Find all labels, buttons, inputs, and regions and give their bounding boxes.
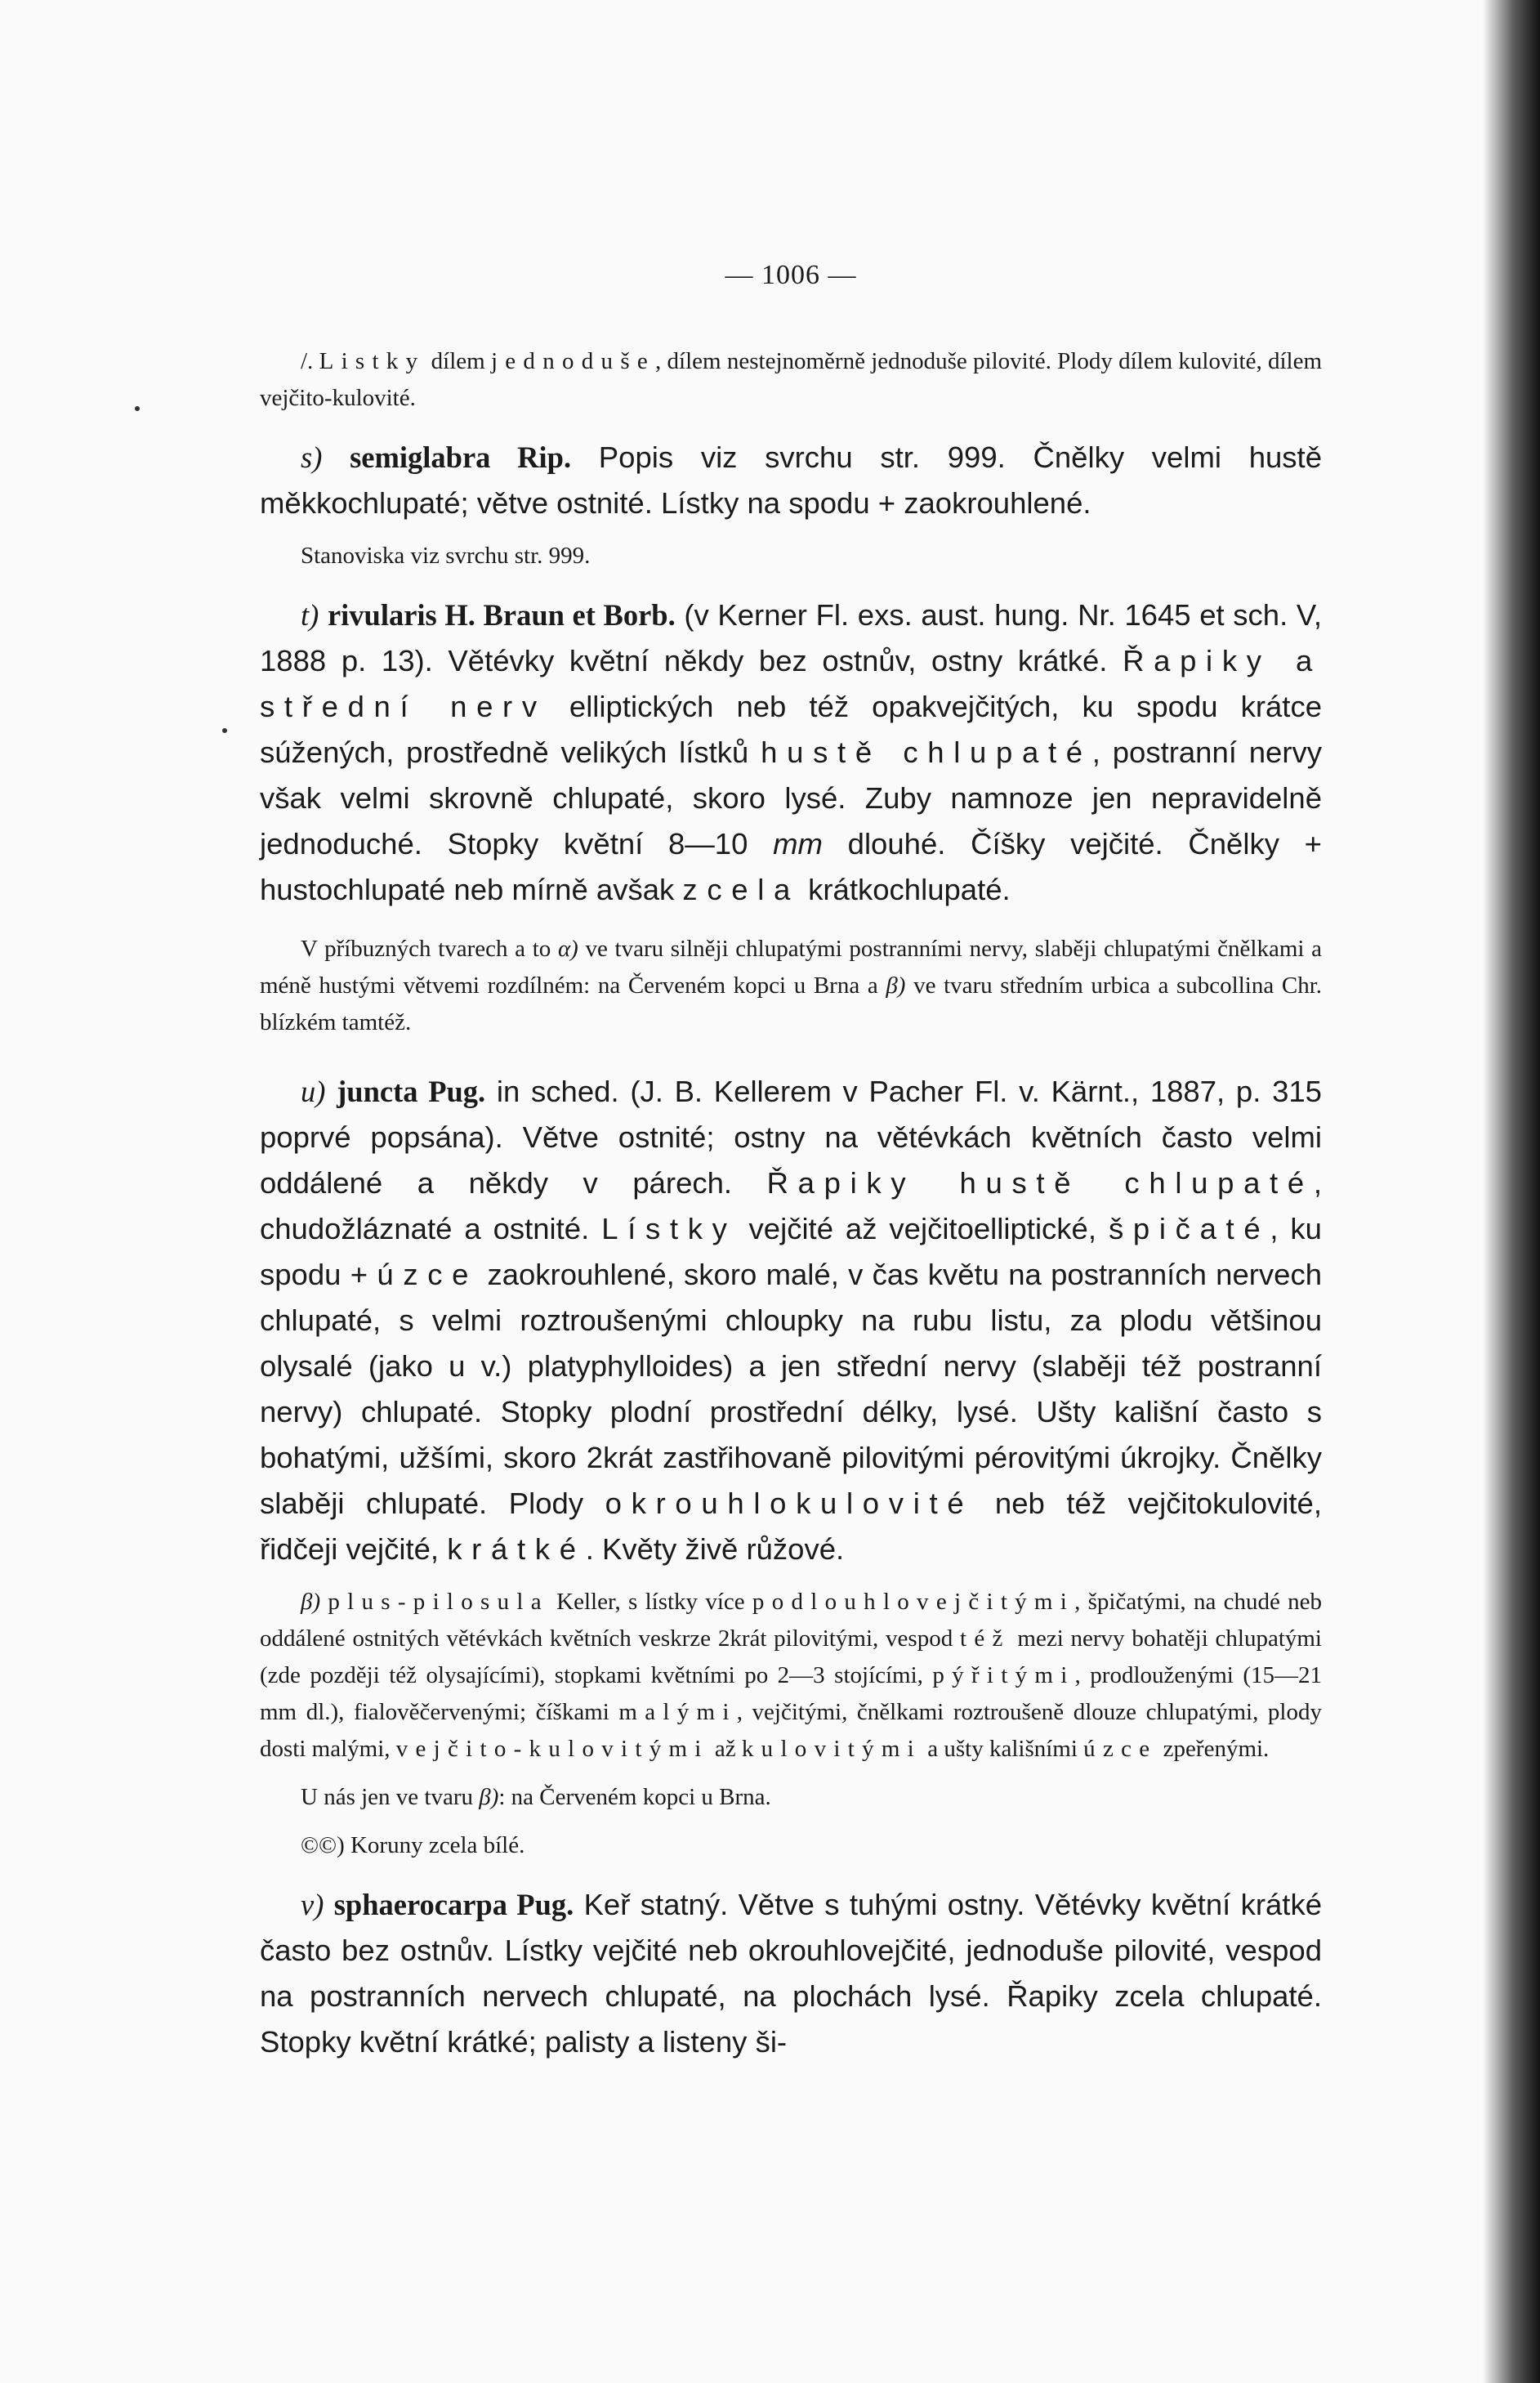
variety-letter: t)	[301, 598, 319, 632]
paragraph-variety-continuation	[260, 343, 1322, 417]
variety-name: sphaerocarpa Pug.	[333, 1888, 574, 1921]
paragraph-rivularis	[260, 592, 1322, 913]
spaced-emphasis: kulovitými	[741, 1736, 922, 1762]
paragraph-white-corollas: ©©) Koruny zcela bílé.	[301, 1832, 525, 1858]
speck-mark	[222, 728, 227, 733]
variety-name: juncta Pug.	[337, 1075, 486, 1108]
spaced-emphasis: Lístky	[601, 1212, 737, 1245]
spaced-emphasis: pýřitými	[932, 1662, 1075, 1688]
variety-letter: s)	[301, 440, 323, 474]
spaced-emphasis: Listky	[319, 348, 426, 374]
spaced-emphasis: Řapiky hustě chlupaté	[766, 1166, 1314, 1200]
text-run: zpeřenými.	[1157, 1736, 1270, 1762]
spaced-emphasis: Řapiky a střední nerv	[260, 644, 1323, 723]
text-run: neb též vejčitokulovité, řidčeji vejčité,	[260, 1487, 1322, 1566]
speck-mark	[135, 406, 140, 411]
text-run: , prodlouženými (15—21 mm dl.), fialověčervenými; číškami	[260, 1662, 1323, 1725]
paragraph-juncta	[260, 1069, 1322, 1572]
spaced-emphasis: úzce	[1083, 1736, 1158, 1762]
spaced-emphasis: malými	[618, 1699, 737, 1725]
spaced-emphasis: podlouhlovejčitými	[752, 1589, 1075, 1615]
spaced-emphasis: hustě chlupaté	[761, 735, 1092, 769]
spaced-emphasis: špičaté	[1108, 1212, 1270, 1245]
text-run: zaokrouhlené, skoro malé, v čas květu na postranních nervech chlupaté, s velmi roztroušenými chloupky na rubu listu, za plodu většinou olysalé (jako u v.) platyphylloides) a jen střední nervy (slaběji též postranní nervy) chlupaté. Stopky plodní prostřední délky, lysé. Ušty kališní často s bohatými, užšími, skoro 2krát zastřihovaně pilovitými pérovitými úkrojky. Čnělky slaběji chlupaté. Plody	[260, 1258, 1323, 1520]
text-run: vejčité až vejčitoelliptické,	[736, 1212, 1109, 1245]
text-run: Keller, s lístky více	[548, 1589, 752, 1615]
page-text	[260, 260, 1322, 2065]
variety-letter: v)	[301, 1888, 324, 1921]
spaced-emphasis: plus-pilosula	[328, 1589, 549, 1615]
variety-name: semiglabra Rip.	[350, 440, 572, 474]
paragraph-sphaerocarpa	[260, 1882, 1322, 2065]
text-run: , dílem nestejnoměrně jednoduše pilovité. Plody dílem kulovité, dílem vejčito-kulovité.	[260, 348, 1322, 411]
text-run: elliptických neb též opakvejčitých, ku spodu krátce súžených, prostředně velikých lístků	[260, 690, 1323, 769]
text-run: dlouhé. Číšky vejčité. Čnělky + hustochlupaté neb mírně avšak	[260, 827, 1322, 906]
paragraph-distribution	[260, 1779, 1322, 1816]
text-run: V příbuzných tvarech a to	[301, 936, 558, 962]
text-run: , chudožláznaté a ostnité.	[260, 1166, 1323, 1245]
spaced-emphasis: zcela	[682, 873, 801, 906]
text-run: , ku spodu +	[260, 1212, 1322, 1291]
variety-name: rivularis H. Braun et Borb.	[327, 598, 676, 632]
text-run: . Květy živě růžové.	[585, 1532, 845, 1566]
text-run: , postranní nervy však velmi skrovně chlupaté, skoro lysé. Zuby namnoze jen nepravidelně jednoduché. Stopky květní 8—10	[260, 735, 1322, 861]
spaced-emphasis: úzce	[377, 1258, 479, 1291]
text-run: in sched. (J. B. Kellerem v Pacher Fl. v. Kärnt., 1887, p. 315 poprvé popsána). Větve ostnité; ostny na větévkách květních často velmi oddálené a někdy v párech.	[260, 1075, 1322, 1200]
text-run: ve tvaru silněji chlupatými postranními nervy, slaběji chlupatými čnělkami a méně hustými větvemi rozdílném: na Červeném kopci u Brna a	[260, 936, 1322, 999]
text-run: U nás jen ve tvaru	[301, 1784, 480, 1810]
text-run: Keř statný. Větve s tuhými ostny. Větévky květní krátké často bez ostnův. Lístky vejčité neb okrouhlovejčité, jednoduše pilovité, vespod na postranních nervech chlupaté, na plochách lysé. Řapiky zcela chlupaté. Stopky květní krátké; palisty a listeny ši-	[260, 1888, 1322, 2059]
text-run: : na Červeném kopci u Brna.	[498, 1784, 771, 1810]
spaced-emphasis: okrouhlokulovité	[605, 1487, 974, 1520]
greek-label: β)	[301, 1589, 321, 1615]
text-run: až	[708, 1736, 742, 1762]
text-run: , vejčitými, čnělkami roztroušeně dlouze chlupatými, plody dosti malými,	[260, 1699, 1322, 1762]
unit-italic: mm	[773, 827, 823, 861]
text-run: , špičatými, na chudé neb oddálené ostnitých větévkách květních veskrze 2krát pilovitými, vespod	[260, 1589, 1323, 1652]
text-run: Popis viz svrchu str. 999. Čnělky velmi hustě měkkochlupaté; větve ostnité. Lístky na spodu + zaokrouhlené.	[260, 440, 1322, 520]
text-run: dílem	[425, 348, 491, 374]
page-number: — 1006 —	[725, 260, 857, 290]
spaced-emphasis: též	[959, 1625, 1011, 1652]
spaced-emphasis: jednoduše	[490, 348, 656, 374]
paragraph-stanoviska: Stanoviska viz svrchu str. 999.	[301, 543, 591, 569]
scan-border-right	[1483, 0, 1540, 2383]
text-run: (v Kerner Fl. exs. aust. hung. Nr. 1645 et sch. V, 1888 p. 13). Větévky květní někdy bez ostnův, ostny krátké.	[260, 598, 1322, 677]
text-run: krátkochlupaté.	[800, 873, 1011, 906]
spaced-emphasis: vejčito-kulovitými	[395, 1736, 709, 1762]
paragraph-related-forms	[260, 931, 1322, 1041]
paragraph-plus-pilosula	[260, 1584, 1322, 1768]
greek-label: β)	[479, 1784, 499, 1810]
spaced-emphasis: krátké	[447, 1532, 586, 1566]
greek-label: β)	[886, 972, 906, 999]
text-run: a ušty kališními	[922, 1736, 1084, 1762]
text-run: mezi nervy bohatěji chlupatými (zde později též olysajícími), stopkami květními po 2—3 stojícími,	[260, 1625, 1322, 1688]
text-run: ve tvaru středním urbica a subcollina Chr. blízkém tamtéž.	[260, 972, 1322, 1035]
paragraph-lead: /.	[301, 348, 314, 374]
variety-letter: u)	[301, 1075, 326, 1108]
greek-label: α)	[557, 936, 578, 962]
paragraph-semiglabra	[260, 435, 1322, 526]
